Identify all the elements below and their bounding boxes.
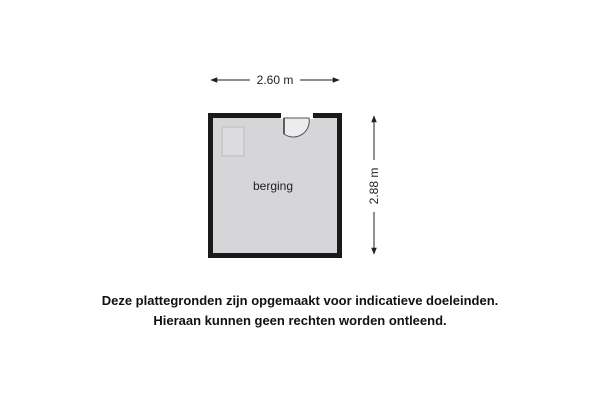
disclaimer-line-1: Deze plattegronden zijn opgemaakt voor indicatieve doeleinden. (101, 293, 499, 308)
width-dimension-label: 2.60 m (256, 73, 294, 87)
disclaimer-line-2: Hieraan kunnen geen rechten worden ontleend. (153, 313, 447, 328)
room-label: berging (252, 179, 294, 193)
height-dimension-label: 2.88 m (367, 167, 381, 205)
wall-cabinet (222, 127, 244, 156)
width-dimension (211, 73, 339, 87)
room-berging (211, 112, 340, 256)
height-dimension (367, 116, 381, 254)
